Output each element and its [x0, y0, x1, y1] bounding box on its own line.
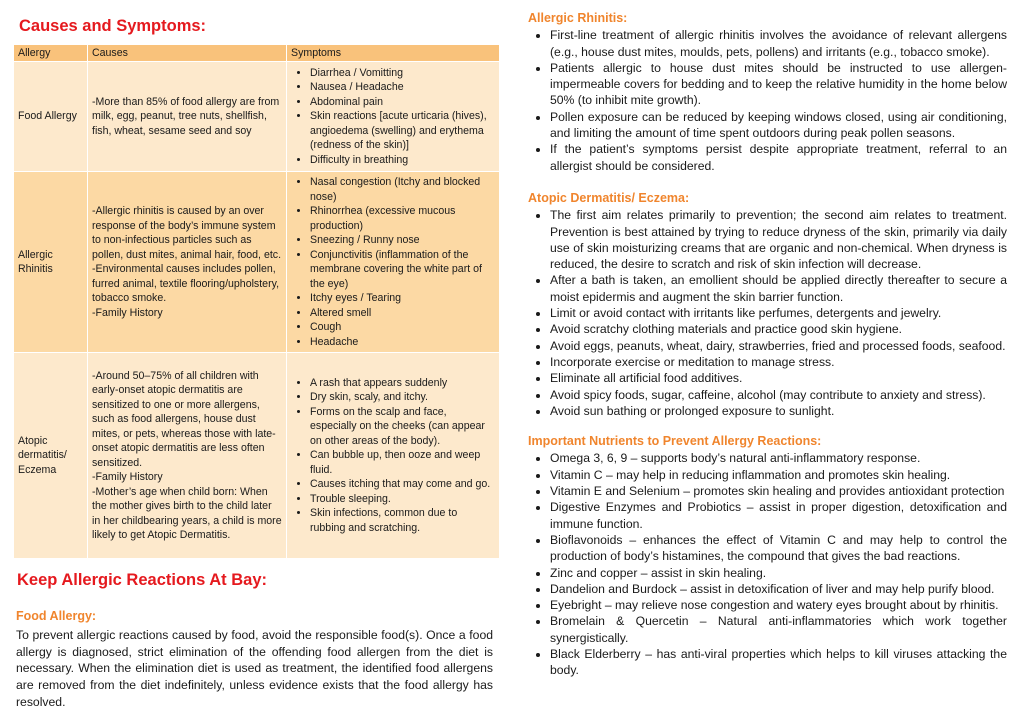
allergy-cell: Atopic dermatitis/ Eczema: [14, 353, 88, 559]
keep-allergic-title: Keep Allergic Reactions At Bay:: [17, 571, 268, 589]
allergic-rhinitis-list: [528, 27, 1007, 174]
atopic-item: • Avoid spicy foods, sugar, caffeine, alcohol (may contribute to anxiety and stress).: [550, 387, 1007, 403]
food-allergy-section: [16, 608, 493, 711]
symptom-item: • Diarrhea / Vomitting: [310, 66, 495, 81]
atopic-list: [528, 207, 1007, 419]
rhinitis-item: • First-line treatment of allergic rhinitis involves the avoidance of relevant allergens (e.g., house dust mites, moulds, pets, pollens) and irritants (e.g., tobacco smoke).: [550, 27, 1007, 60]
nutrient-item: • Eyebright – may relieve nose congestion and watery eyes brought about by rhinitis.: [550, 597, 1007, 613]
atopic-item: • After a bath is taken, an emollient should be applied directly thereafter to secure a moist epidermis and augment the skin barrier function.: [550, 272, 1007, 305]
atopic-item: • Eliminate all artificial food additives.: [550, 370, 1007, 386]
atopic-item: • Incorporate exercise or meditation to manage stress.: [550, 354, 1007, 370]
causes-symptoms-table: [13, 44, 500, 559]
table-header-row: [14, 45, 500, 62]
symptoms-cell: [287, 62, 500, 172]
right-column: [528, 10, 1007, 695]
table-row: [14, 353, 500, 559]
table-row: [14, 62, 500, 172]
allergic-rhinitis-heading: Allergic Rhinitis:: [528, 11, 628, 25]
nutrients-section: [528, 433, 1007, 678]
symptom-item: • Sneezing / Runny nose: [310, 233, 495, 248]
rhinitis-item: • Patients allergic to house dust mites should be instructed to use allergen-impermeable covers for bedding and to keep the relative humidity in the home below 50% (to inhibit mite growth).: [550, 60, 1007, 109]
nutrient-item: • Black Elderberry – has anti-viral properties which helps to kill viruses attacking the body.: [550, 646, 1007, 679]
atopic-item: • Avoid eggs, peanuts, wheat, dairy, strawberries, fried and processed foods, seafood.: [550, 338, 1007, 354]
nutrient-item: • Digestive Enzymes and Probiotics – assist in proper digestion, detoxification and immune function.: [550, 499, 1007, 532]
symptoms-list: [291, 175, 495, 349]
allergy-cell: Allergic Rhinitis: [14, 172, 88, 353]
atopic-item: • The first aim relates primarily to prevention; the second aim relates to treatment. Prevention is best attained by trying to reduce dryness of the skin, primarily via daily use of skin moisturizing creams that are organic and non-chemical. When dryness is reduced, the desire to scratch and risk of skin infection will decrease.: [550, 207, 1007, 272]
symptom-item: • Trouble sleeping.: [310, 492, 495, 507]
symptom-item: • Skin infections, common due to rubbing and scratching.: [310, 506, 495, 535]
symptom-item: • Causes itching that may come and go.: [310, 477, 495, 492]
rhinitis-item: • If the patient’s symptoms persist despite appropriate treatment, referral to an allergist should be considered.: [550, 141, 1007, 174]
symptoms-cell: [287, 353, 500, 559]
allergic-rhinitis-section: [528, 10, 1007, 174]
symptom-item: • Headache: [310, 335, 495, 350]
header-allergy: Allergy: [14, 45, 88, 62]
table-row: [14, 172, 500, 353]
symptoms-list: [291, 66, 495, 168]
symptom-item: • Rhinorrhea (excessive mucous production): [310, 204, 495, 233]
symptom-item: • Can bubble up, then ooze and weep fluid.: [310, 448, 495, 477]
food-allergy-text: To prevent allergic reactions caused by food, avoid the responsible food(s). Once a food allergy is diagnosed, strict elimination of the offending food allergen from the diet is necessary. When the elimination diet is used as treatment, the identified food allergens are removed from the diet indefinitely, unless evidence exists that the food allergy has resolved.: [16, 627, 493, 709]
allergy-cell: Food Allergy: [14, 62, 88, 172]
causes-cell: -Allergic rhinitis is caused by an over response of the body’s immune system to non-infectious particles such as pollen, dust mites, animal hair, food, etc. -Environmental causes includes pollen, furred animal, textile flooring/upholstery, tobacco smoke. -Family History: [88, 172, 287, 353]
symptom-item: • Skin reactions [acute urticaria (hives), angioedema (swelling) and erythema (redness of the skin)]: [310, 109, 495, 153]
nutrient-item: • Dandelion and Burdock – assist in detoxification of liver and may help purify blood.: [550, 581, 1007, 597]
symptom-item: • A rash that appears suddenly: [310, 376, 495, 391]
nutrient-item: • Vitamin C – may help in reducing inflammation and promotes skin healing.: [550, 467, 1007, 483]
header-causes: Causes: [88, 45, 287, 62]
food-allergy-heading: Food Allergy:: [16, 609, 97, 623]
symptom-item: • Abdominal pain: [310, 95, 495, 110]
header-symptoms: Symptoms: [287, 45, 500, 62]
symptoms-cell: [287, 172, 500, 353]
symptom-item: • Nasal congestion (Itchy and blocked nose): [310, 175, 495, 204]
symptom-item: • Cough: [310, 320, 495, 335]
nutrient-item: • Omega 3, 6, 9 – supports body’s natural anti-inflammatory response.: [550, 450, 1007, 466]
nutrients-list: [528, 450, 1007, 678]
atopic-item: • Avoid scratchy clothing materials and practice good skin hygiene.: [550, 321, 1007, 337]
causes-cell: -More than 85% of food allergy are from milk, egg, peanut, tree nuts, shellfish, fish, wheat, sesame seed and soy: [88, 62, 287, 172]
causes-symptoms-title: Causes and Symptoms:: [19, 17, 207, 35]
symptoms-list: [291, 376, 495, 536]
symptom-item: • Dry skin, scaly, and itchy.: [310, 390, 495, 405]
nutrient-item: • Vitamin E and Selenium – promotes skin healing and provides antioxidant protection: [550, 483, 1007, 499]
nutrient-item: • Bioflavonoids – enhances the effect of Vitamin C and may help to control the production of body’s histamines, the compound that gives the bad reactions.: [550, 532, 1007, 565]
symptom-item: • Conjunctivitis (inflammation of the membrane covering the white part of the eye): [310, 248, 495, 292]
nutrient-item: • Bromelain & Quercetin – Natural anti-inflammatories which work together synergistically.: [550, 613, 1007, 646]
symptom-item: • Itchy eyes / Tearing: [310, 291, 495, 306]
atopic-heading: Atopic Dermatitis/ Eczema:: [528, 190, 690, 205]
symptom-item: • Forms on the scalp and face, especially on the cheeks (can appear on other areas of the body).: [310, 405, 495, 449]
atopic-item: • Avoid sun bathing or prolonged exposure to sunlight.: [550, 403, 1007, 419]
nutrient-item: • Zinc and copper – assist in skin healing.: [550, 565, 1007, 581]
causes-cell: -Around 50–75% of all children with early-onset atopic dermatitis are sensitized to one or more allergens, such as food allergens, house dust mites, or pets, whereas those with late-onset atopic dermatitis are less often sensitized. -Family History -Mother’s age when child born: When the mother gives birth to the child later in her childbearing years, a child is more likely to get Atopic Dermatitis.: [88, 353, 287, 559]
symptom-item: • Altered smell: [310, 306, 495, 321]
symptom-item: • Difficulty in breathing: [310, 153, 495, 168]
nutrients-heading: Important Nutrients to Prevent Allergy Reactions:: [528, 434, 822, 449]
symptom-item: • Nausea / Headache: [310, 80, 495, 95]
atopic-section: [528, 190, 1007, 419]
rhinitis-item: • Pollen exposure can be reduced by keeping windows closed, using air conditioning, and limiting the amount of time spent outdoors during peak pollen seasons.: [550, 109, 1007, 142]
atopic-item: • Limit or avoid contact with irritants like perfumes, detergents and jewelry.: [550, 305, 1007, 321]
